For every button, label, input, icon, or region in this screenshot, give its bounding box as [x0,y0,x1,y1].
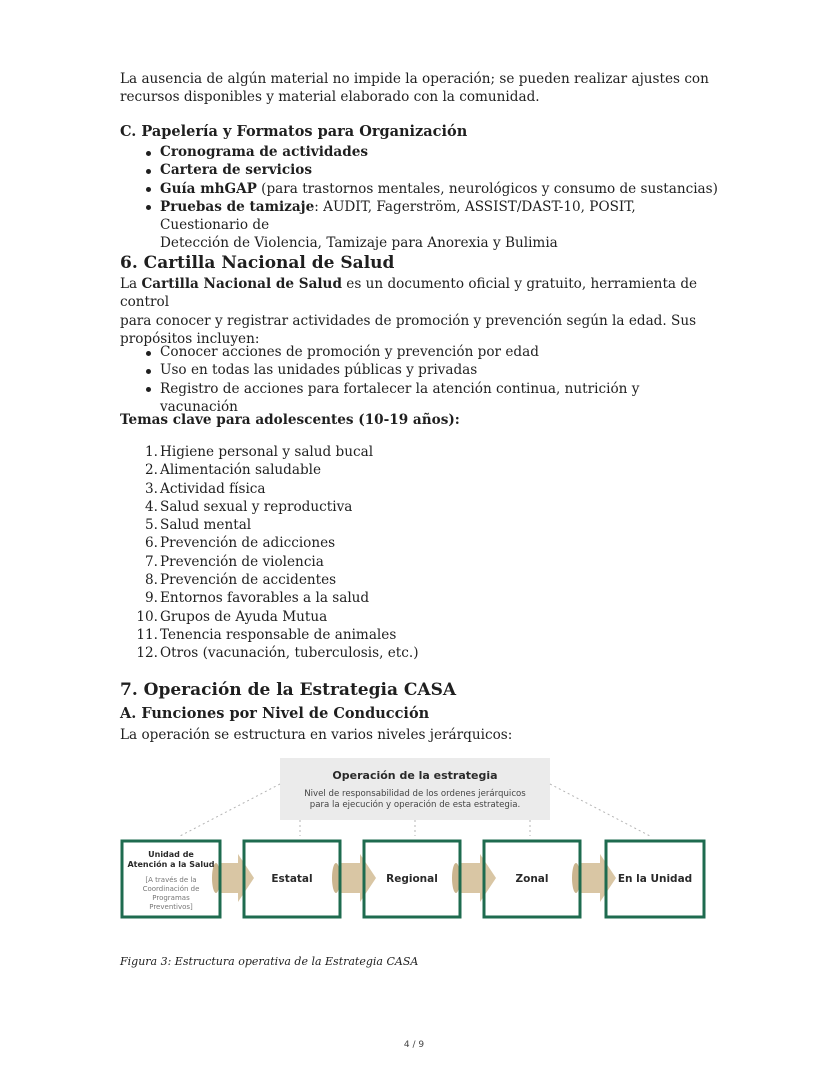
section-6-paragraph [120,275,710,348]
strategy-diagram [120,754,710,924]
item-number: 12. [136,645,158,662]
item-text: Entornos favorables a la salud [160,590,370,607]
item-text: Grupos de Ayuda Mutua [160,608,328,625]
item-text: Prevención de adicciones [160,535,336,552]
item-text: Actividad física [160,480,266,497]
para-text: La [120,276,142,292]
level-label-estatal: Estatal [271,873,313,885]
section-c-heading: C. Papelería y Formatos para Organización [120,123,468,140]
list-item [120,480,620,498]
arrow-3 [460,854,496,902]
list-item [120,608,620,626]
unit-title-line-1: Unidad de [148,850,194,859]
item-text: Prevención de accidentes [160,572,337,589]
item-number: 1. [145,444,158,460]
item-number: 9. [145,590,158,607]
arrow-4 [580,854,616,902]
diagram-svg [120,754,710,924]
arrow-1 [220,854,254,902]
unit-title-line-2: Atención a la Salud [127,860,215,869]
item-text: Higiene personal y salud bucal [160,444,374,460]
section-6-heading: 6. Cartilla Nacional de Salud [120,253,395,273]
list-item: Conocer acciones de promoción y prevención por edad [120,343,720,361]
item-text: Tenencia responsable de animales [160,626,397,643]
top-box-line-1: Nivel de responsabilidad de los ordenes jerárquicos [304,789,526,799]
list-item [120,498,620,516]
unit-note-line-2: Coordinación de [142,885,200,893]
item-text: : AUDIT, Fagerström, ASSIST/DAST-10, POSIT, Cuestionario de [160,198,636,234]
section-7-heading: 7. Operación de la Estrategia CASA [120,680,457,700]
figure-caption: Figura 3: Estructura operativa de la Estrategia CASA [120,955,419,968]
topics-heading: Temas clave para adolescentes (10-19 años): [120,412,460,428]
item-text: Salud mental [160,517,252,534]
unit-note-line-4: Preventivos] [149,903,193,911]
list-item [120,534,620,552]
topics-list [120,443,620,663]
level-label-regional: Regional [386,873,438,885]
list-item: Uso en todas las unidades públicas y privadas [120,361,720,379]
page-number: 4 / 9 [403,1040,425,1050]
intro-paragraph [120,70,709,107]
level-label-zonal: Zonal [515,873,549,885]
unit-note-line-1: [A través de la [145,876,197,884]
item-text: Otros (vacunación, tuberculosis, etc.) [160,645,419,662]
list-item [120,553,620,571]
purposes-list [120,343,720,416]
item-text: Prevención de violencia [160,553,324,570]
item-bold: Cartera de servicios [160,162,312,179]
list-item [120,461,620,479]
list-item [120,180,720,198]
item-number: 4. [145,498,158,515]
item-number: 2. [145,462,158,479]
item-text: Alimentación saludable [160,462,322,479]
section-c-list [120,143,720,253]
item-bold: Cronograma de actividades [160,144,368,160]
item-number: 7. [145,553,158,570]
section-7-paragraph: La operación se estructura en varios niveles jerárquicos: [120,727,513,743]
list-item [120,516,620,534]
para-text: es un documento oficial y gratuito, herramienta de control [120,276,698,311]
list-item [120,571,620,589]
item-number: 8. [145,572,158,589]
item-bold: Pruebas de tamizaje [160,198,315,215]
para-bold: Cartilla Nacional de Salud [141,276,342,292]
list-item [120,589,620,607]
list-item [120,143,720,161]
item-number: 5. [145,517,158,534]
list-item [120,198,720,253]
intro-line-1: La ausencia de algún material no impide la operación; se pueden realizar ajustes con [120,71,709,87]
para-line-2: para conocer y registrar actividades de promoción y prevención según la edad. Sus [120,312,697,329]
list-item: Registro de acciones para fortalecer la atención continua, nutrición y vacunación [120,380,720,417]
level-label-en-la-unidad: En la Unidad [617,873,693,885]
para-line-3: propósitos incluyen: [120,330,260,347]
list-item [120,644,620,662]
item-number: 10. [136,608,158,625]
item-text: Salud sexual y reproductiva [160,498,353,515]
intro-line-2: recursos disponibles y material elaborado con la comunidad. [120,89,540,106]
top-box-title: Operación de la estrategia [332,769,498,782]
item-text: (para trastornos mentales, neurológicos y consumo de sustancias) [256,180,718,197]
top-box-line-2: para la ejecución y operación de esta estrategia. [309,800,521,810]
list-item [120,443,620,461]
unit-note-line-3: Programas [152,894,190,902]
item-number: 3. [145,480,158,497]
item-number: 11. [136,626,158,643]
section-7a-heading: A. Funciones por Nivel de Conducción [120,705,430,722]
list-item [120,161,720,179]
item-bold: Guía mhGAP [160,180,257,197]
list-item [120,626,620,644]
arrow-2 [340,854,376,902]
item-number: 6. [145,535,158,552]
item-text-line2: Detección de Violencia, Tamizaje para Anorexia y Bulimia [160,235,558,252]
